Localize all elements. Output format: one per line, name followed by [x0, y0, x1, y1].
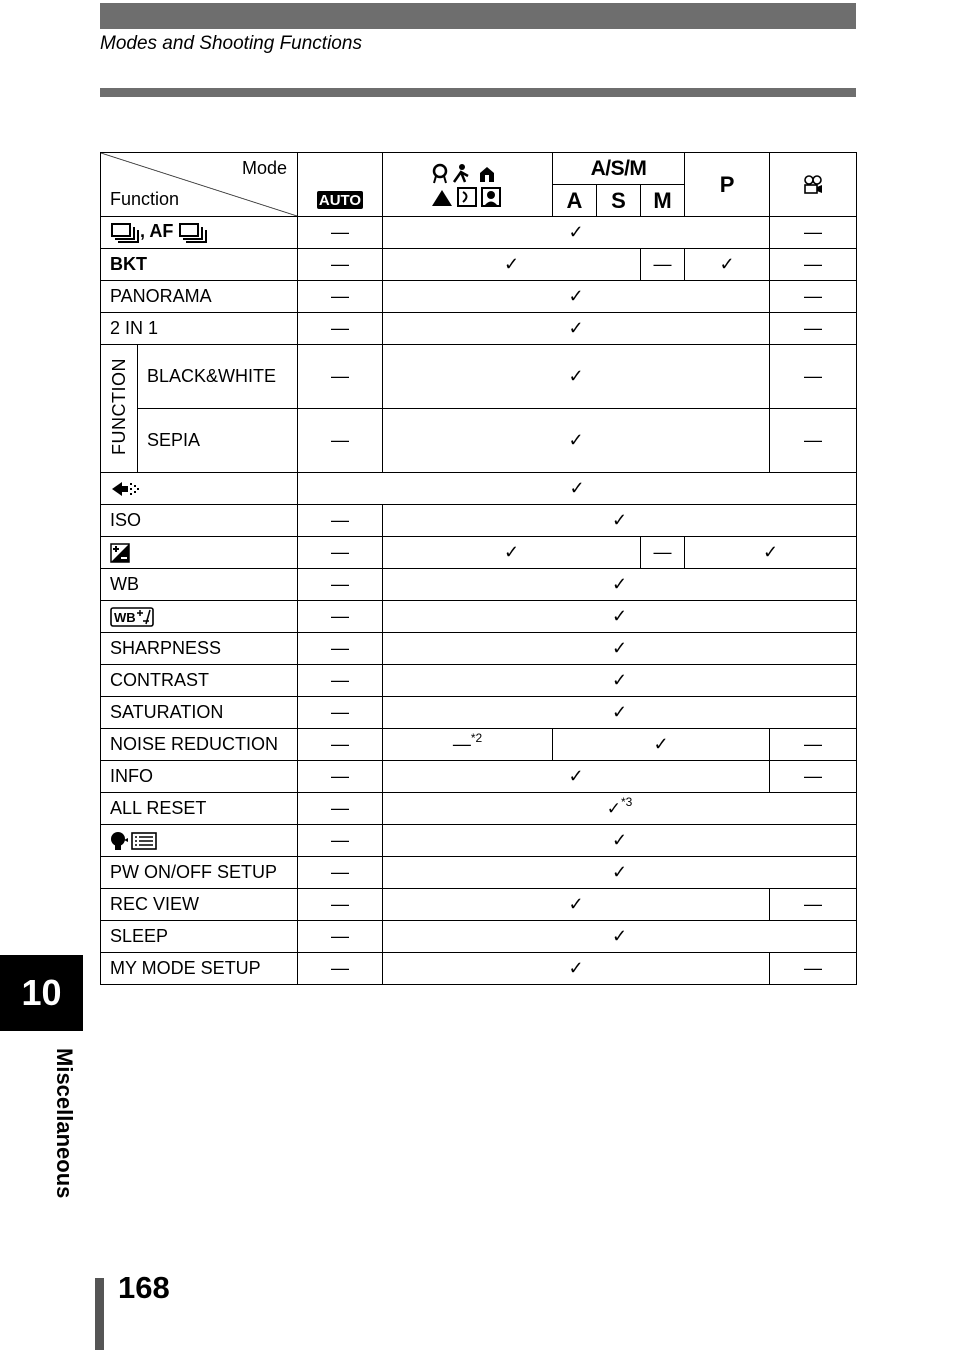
cell-dash: —: [770, 761, 857, 793]
cell-dash: —: [298, 697, 383, 729]
cell-dash: —: [298, 953, 383, 985]
cell-dash: —: [298, 601, 383, 633]
a-header: A: [553, 185, 597, 217]
wb-adjust-icon: [110, 607, 154, 627]
row-label-black-white: BLACK&WHITE: [138, 345, 298, 409]
page-header-title: Modes and Shooting Functions: [100, 33, 362, 54]
row-label-2-in-1: 2 IN 1: [101, 313, 298, 345]
row-label-record-quality: [101, 473, 298, 505]
cell-dash: —: [298, 281, 383, 313]
table-row: [101, 953, 857, 985]
cell-check: ✓: [383, 505, 857, 537]
row-label-wb-adjust: [101, 601, 298, 633]
header-divider: [100, 88, 856, 97]
row-label-info: INFO: [101, 761, 298, 793]
corner-header-cell: [101, 153, 298, 217]
table-row: [101, 217, 857, 249]
movie-icon: [802, 175, 824, 195]
language-icon: [110, 831, 158, 851]
cell-dash: —: [770, 345, 857, 409]
cell-dash: —: [770, 281, 857, 313]
table-row: [101, 729, 857, 761]
table-row: [101, 569, 857, 601]
cell-check: ✓: [383, 857, 857, 889]
table-row: [101, 761, 857, 793]
table-row: [101, 921, 857, 953]
cell-check: ✓: [383, 249, 641, 281]
corner-mode-label: Mode: [241, 158, 287, 178]
cell-dash: —: [298, 665, 383, 697]
row-label-panorama: PANORAMA: [101, 281, 298, 313]
cell-check: ✓: [383, 825, 857, 857]
cell-check: ✓: [383, 409, 770, 473]
row-label-exposure-compensation: [101, 537, 298, 569]
cell-dash: —: [298, 505, 383, 537]
row-label-pw-on-off-setup: PW ON/OFF SETUP: [101, 857, 298, 889]
header-bar: [100, 3, 856, 29]
table-row: [101, 665, 857, 697]
cell-check: ✓: [685, 537, 857, 569]
auto-mode-header: [298, 153, 383, 217]
cell-check-note-3: ✓$^{*3}$: [383, 793, 857, 825]
corner-function-label: Function: [110, 189, 180, 209]
cell-dash: —: [641, 537, 685, 569]
cell-dash: —: [298, 633, 383, 665]
s-header: S: [597, 185, 641, 217]
cell-dash: —: [298, 217, 383, 249]
table-row: [101, 889, 857, 921]
table-row: [101, 505, 857, 537]
cell-check: ✓: [383, 345, 770, 409]
cell-dash: —: [770, 249, 857, 281]
table-row: [101, 601, 857, 633]
cell-check: ✓: [685, 249, 770, 281]
row-label-rec-view: REC VIEW: [101, 889, 298, 921]
exposure-compensation-icon: [110, 543, 130, 563]
cell-check: ✓: [383, 889, 770, 921]
chapter-number-tab: 10: [0, 955, 83, 1031]
cell-dash: —: [298, 761, 383, 793]
page-number-bar: [95, 1278, 104, 1350]
cell-check: ✓: [383, 217, 770, 249]
cell-check: ✓: [383, 601, 857, 633]
row-label-language: [101, 825, 298, 857]
table-row: [101, 697, 857, 729]
cell-dash: —: [770, 313, 857, 345]
cell-dash: —: [298, 537, 383, 569]
cell-check: ✓: [298, 473, 857, 505]
table-row: [101, 345, 857, 409]
m-header: M: [641, 185, 685, 217]
cell-dash: —: [298, 345, 383, 409]
cell-dash: —: [298, 249, 383, 281]
auto-mode-icon: [316, 190, 364, 210]
cell-dash: —: [298, 889, 383, 921]
cell-dash: —: [770, 729, 857, 761]
table-row: [101, 825, 857, 857]
movie-header: [770, 153, 857, 217]
row-label-sharpness: SHARPNESS: [101, 633, 298, 665]
cell-check: ✓: [383, 697, 857, 729]
row-label-sleep: SLEEP: [101, 921, 298, 953]
table-row: [101, 857, 857, 889]
cell-dash: —: [298, 409, 383, 473]
asm-header: A/S/M: [553, 153, 685, 185]
cell-dash-note-2: —$^{*2}$: [383, 729, 553, 761]
svg-text:WB: WB: [114, 610, 136, 626]
page-number: 168: [118, 1270, 170, 1305]
p-header: P: [685, 153, 770, 217]
cell-check: ✓: [383, 313, 770, 345]
cell-dash: —: [298, 825, 383, 857]
af-sequential-shooting-icon: [178, 222, 208, 244]
cell-dash: —: [770, 889, 857, 921]
row-label-saturation: SATURATION: [101, 697, 298, 729]
row-label-bkt: BKT: [101, 249, 298, 281]
row-label-wb: WB: [101, 569, 298, 601]
table-row: [101, 793, 857, 825]
cell-dash: —: [770, 217, 857, 249]
modes-functions-table: [100, 152, 857, 985]
row-label-sequential: , AF: [101, 217, 298, 249]
row-label-sepia: SEPIA: [138, 409, 298, 473]
cell-check: ✓: [383, 569, 857, 601]
table-header-row-1: [101, 153, 857, 185]
cell-check: ✓: [383, 921, 857, 953]
cell-dash: —: [298, 313, 383, 345]
footnote-ref-3: *3: [620, 795, 633, 809]
row-label-iso: ISO: [101, 505, 298, 537]
table-row: [101, 409, 857, 473]
cell-check: ✓: [553, 729, 770, 761]
scene-modes-icon: [430, 162, 506, 208]
cell-check: ✓: [383, 953, 770, 985]
table-row: [101, 633, 857, 665]
cell-dash: —: [770, 409, 857, 473]
footnote-ref-2: *2: [470, 731, 483, 745]
cell-dash: —: [298, 729, 383, 761]
function-group-cell: [101, 345, 138, 473]
record-quality-icon: [110, 479, 140, 499]
cell-dash: —: [298, 793, 383, 825]
svg-text:AUTO: AUTO: [318, 192, 362, 209]
scene-modes-header: [383, 153, 553, 217]
row-label-contrast: CONTRAST: [101, 665, 298, 697]
row-label-all-reset: ALL RESET: [101, 793, 298, 825]
sequential-shooting-icon: [110, 222, 140, 244]
cell-dash: —: [298, 921, 383, 953]
chapter-side-label: Miscellaneous: [52, 1048, 77, 1199]
table-row: [101, 281, 857, 313]
cell-check: ✓: [383, 537, 641, 569]
table-row: [101, 473, 857, 505]
cell-dash: —: [298, 857, 383, 889]
cell-check: ✓: [383, 281, 770, 313]
table-row: [101, 249, 857, 281]
cell-dash: —: [770, 953, 857, 985]
table-row: [101, 313, 857, 345]
cell-check: ✓: [383, 665, 857, 697]
cell-dash: —: [641, 249, 685, 281]
cell-dash: —: [298, 569, 383, 601]
cell-check: ✓: [383, 761, 770, 793]
cell-check: ✓: [383, 633, 857, 665]
function-group-label: FUNCTION: [108, 357, 129, 455]
row-label-noise-reduction: NOISE REDUCTION: [101, 729, 298, 761]
table-row: [101, 537, 857, 569]
row-label-my-mode-setup: MY MODE SETUP: [101, 953, 298, 985]
